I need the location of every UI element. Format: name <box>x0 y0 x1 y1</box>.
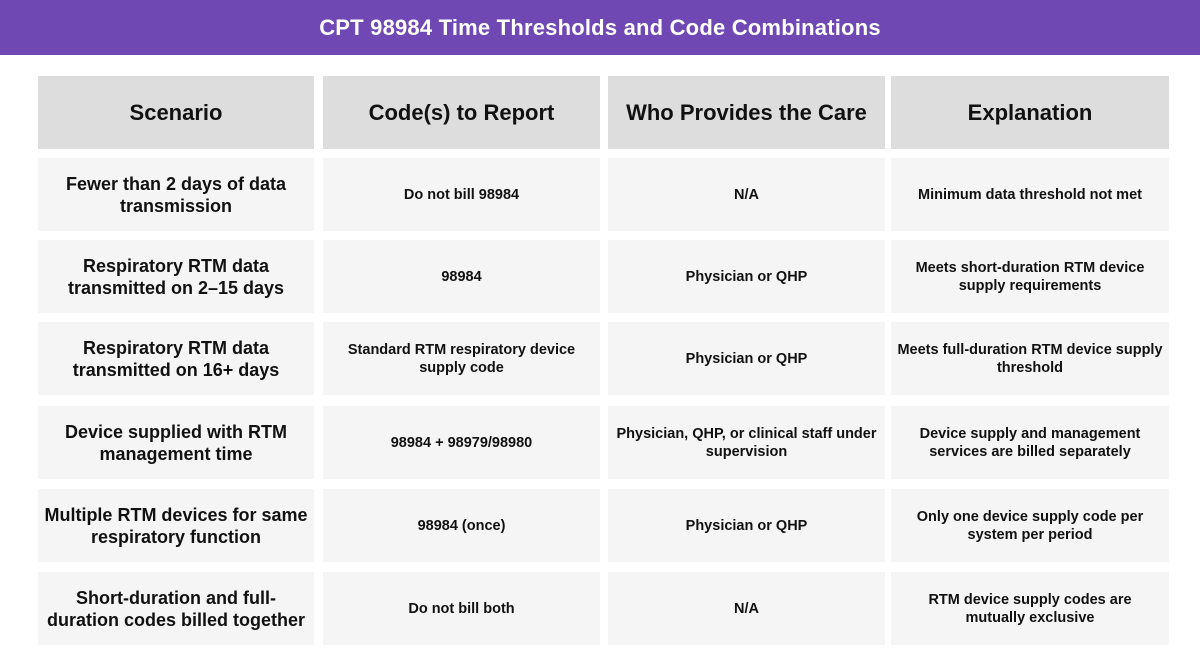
row-scenario-cell: Respiratory RTM data transmitted on 2–15 days <box>38 240 314 313</box>
table-cell: RTM device supply codes are mutually exclusive <box>891 572 1169 645</box>
table-cell: 98984 + 98979/98980 <box>323 406 600 479</box>
column-header: Who Provides the Care <box>608 76 885 149</box>
column-header: Explanation <box>891 76 1169 149</box>
row-scenario-cell: Short-duration and full-duration codes billed together <box>38 572 314 645</box>
table-cell: N/A <box>608 572 885 645</box>
table-cell: Physician, QHP, or clinical staff under supervision <box>608 406 885 479</box>
table-cell: Physician or QHP <box>608 240 885 313</box>
table-cell: Do not bill 98984 <box>323 158 600 231</box>
row-scenario-cell: Device supplied with RTM management time <box>38 406 314 479</box>
table-cell: 98984 (once) <box>323 489 600 562</box>
table-cell: Meets short-duration RTM device supply requirements <box>891 240 1169 313</box>
row-scenario-cell: Respiratory RTM data transmitted on 16+ days <box>38 322 314 395</box>
table-cell: Do not bill both <box>323 572 600 645</box>
table-cell: Minimum data threshold not met <box>891 158 1169 231</box>
row-scenario-cell: Fewer than 2 days of data transmission <box>38 158 314 231</box>
column-header: Scenario <box>38 76 314 149</box>
column-header: Code(s) to Report <box>323 76 600 149</box>
table-cell: Physician or QHP <box>608 489 885 562</box>
title-bar <box>0 0 1200 55</box>
table-cell: Physician or QHP <box>608 322 885 395</box>
table-cell: N/A <box>608 158 885 231</box>
table-cell: 98984 <box>323 240 600 313</box>
table-cell: Only one device supply code per system per period <box>891 489 1169 562</box>
table-cell: Standard RTM respiratory device supply code <box>323 322 600 395</box>
row-scenario-cell: Multiple RTM devices for same respiratory function <box>38 489 314 562</box>
table-cell: Device supply and management services are billed separately <box>891 406 1169 479</box>
page-title: CPT 98984 Time Thresholds and Code Combinations <box>319 14 881 40</box>
table-cell: Meets full-duration RTM device supply threshold <box>891 322 1169 395</box>
